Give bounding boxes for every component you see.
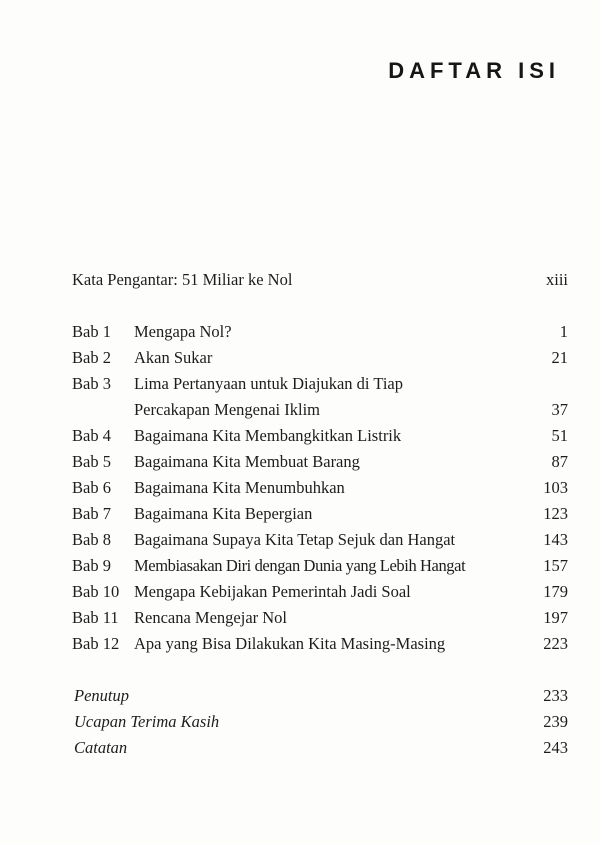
chapter-title: Bagaimana Kita Bepergian	[134, 504, 313, 523]
toc-chapter-3-cont	[72, 400, 568, 420]
chapter-page: 51	[551, 426, 568, 445]
chapter-page: 197	[543, 608, 568, 627]
chapter-label: Bab 8	[72, 530, 111, 549]
toc-notes	[72, 738, 568, 758]
toc-chapter-7	[72, 504, 568, 524]
chapter-label: Bab 7	[72, 504, 111, 523]
page-title: DAFTAR ISI	[388, 58, 560, 83]
chapter-page: 87	[551, 452, 568, 471]
back-matter-page: 239	[543, 712, 568, 731]
chapter-title: Apa yang Bisa Dilakukan Kita Masing-Masing	[134, 634, 446, 653]
chapter-title: Mengapa Nol?	[134, 322, 232, 341]
toc-chapter-3	[72, 374, 568, 394]
chapter-label: Bab 9	[72, 556, 111, 575]
toc-chapter-8	[72, 530, 568, 550]
toc-chapter-10	[72, 582, 568, 602]
toc-chapter-9	[72, 556, 568, 576]
toc-chapter-4	[72, 426, 568, 446]
chapter-label: Bab 5	[72, 452, 111, 471]
chapter-title: Bagaimana Kita Membuat Barang	[134, 452, 360, 471]
chapter-label: Bab 12	[72, 634, 120, 653]
toc-chapter-1	[72, 322, 568, 342]
toc-preface	[72, 270, 568, 290]
chapter-page: 223	[543, 634, 568, 653]
chapter-label: Bab 3	[72, 374, 111, 393]
preface-title: Kata Pengantar: 51 Miliar ke Nol	[72, 270, 293, 289]
back-matter-page: 243	[543, 738, 568, 757]
chapter-page: 1	[559, 322, 568, 341]
toc-chapter-12	[72, 634, 568, 654]
chapter-label: Bab 11	[72, 608, 119, 627]
toc-chapter-2	[72, 348, 568, 368]
chapter-page: 37	[551, 400, 568, 419]
chapter-page: 123	[543, 504, 568, 523]
toc-chapter-11	[72, 608, 568, 628]
back-matter-title: Ucapan Terima Kasih	[74, 712, 220, 731]
back-matter-title: Catatan	[74, 738, 128, 757]
preface-page: xiii	[545, 270, 568, 289]
toc-chapter-6	[72, 478, 568, 498]
chapter-page: 179	[543, 582, 568, 601]
chapter-title: Bagaimana Kita Membangkitkan Listrik	[134, 426, 402, 445]
chapter-page: 143	[543, 530, 568, 549]
chapter-label: Bab 1	[72, 322, 111, 341]
chapter-title: Bagaimana Kita Menumbuhkan	[134, 478, 345, 497]
chapter-page: 157	[543, 556, 568, 575]
chapter-label: Bab 10	[72, 582, 120, 601]
chapter-title: Lima Pertanyaan untuk Diajukan di Tiap	[134, 374, 404, 393]
toc-closing	[72, 686, 568, 706]
back-matter-page: 233	[543, 686, 568, 705]
chapter-label: Bab 2	[72, 348, 111, 367]
chapter-label: Bab 4	[72, 426, 111, 445]
chapter-title-cont: Percakapan Mengenai Iklim	[134, 400, 321, 419]
chapter-title: Akan Sukar	[134, 348, 213, 367]
chapter-title: Membiasakan Diri dengan Dunia yang Lebih Hangat	[134, 556, 466, 575]
chapter-title: Bagaimana Supaya Kita Tetap Sejuk dan Hangat	[134, 530, 456, 549]
chapter-title: Mengapa Kebijakan Pemerintah Jadi Soal	[134, 582, 411, 601]
back-matter-title: Penutup	[74, 686, 129, 705]
chapter-page: 21	[551, 348, 568, 367]
toc-acknowledgements	[72, 712, 568, 732]
toc-chapter-5	[72, 452, 568, 472]
chapter-label: Bab 6	[72, 478, 111, 497]
chapter-page: 103	[543, 478, 568, 497]
chapter-title: Rencana Mengejar Nol	[134, 608, 288, 627]
